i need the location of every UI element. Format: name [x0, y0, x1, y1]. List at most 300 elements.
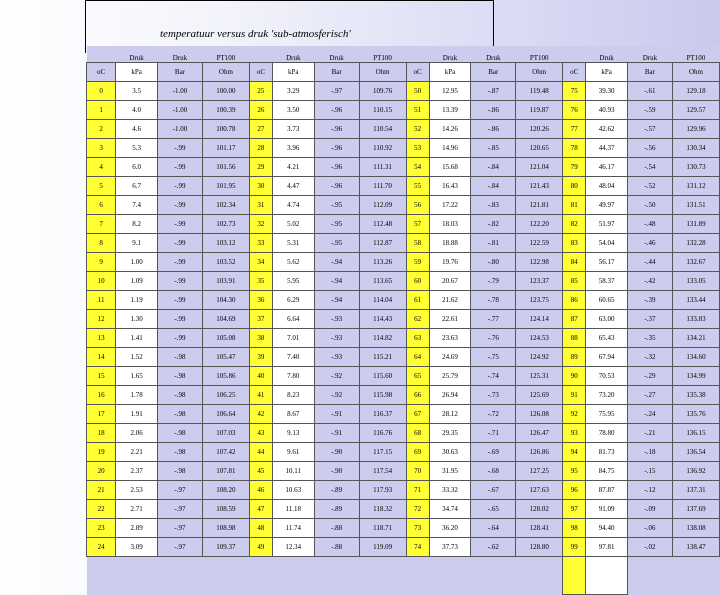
- ohm-cell: 126.08: [516, 405, 563, 424]
- ohm-cell: 102.73: [202, 215, 249, 234]
- bar-cell: -.59: [627, 101, 672, 120]
- table-body: [87, 82, 720, 557]
- header-top-row: [87, 46, 720, 63]
- temperature-cell: 69: [406, 443, 429, 462]
- temperature-cell: 16: [87, 386, 116, 405]
- temperature-cell: 37: [249, 310, 272, 329]
- bar-cell: -.18: [627, 443, 672, 462]
- ohm-cell: 117.54: [359, 462, 406, 481]
- bar-cell: -.91: [314, 405, 359, 424]
- header-blank: [87, 46, 116, 63]
- kpa-cell: 87.87: [586, 481, 628, 500]
- kpa-cell: 7.80: [272, 367, 314, 386]
- ohm-cell: 117.93: [359, 481, 406, 500]
- bar-cell: -.98: [158, 462, 203, 481]
- bar-cell: -.32: [627, 348, 672, 367]
- kpa-cell: 8.23: [272, 386, 314, 405]
- kpa-cell: 56.17: [586, 253, 628, 272]
- bar-cell: -1.00: [158, 82, 203, 101]
- temperature-cell: 29: [249, 158, 272, 177]
- kpa-cell: 42.62: [586, 120, 628, 139]
- temperature-cell: 90: [563, 367, 586, 386]
- temperature-cell: 98: [563, 519, 586, 538]
- header-unit-kpa: kPa: [272, 63, 314, 82]
- ohm-cell: 132.28: [672, 234, 719, 253]
- temperature-cell: 74: [406, 538, 429, 557]
- ohm-cell: 134.60: [672, 348, 719, 367]
- temperature-cell: 86: [563, 291, 586, 310]
- kpa-cell: 81.73: [586, 443, 628, 462]
- temperature-cell: 63: [406, 329, 429, 348]
- kpa-cell: 97.81: [586, 538, 628, 557]
- table-row: [87, 329, 720, 348]
- temperature-cell: 85: [563, 272, 586, 291]
- ohm-cell: 118.32: [359, 500, 406, 519]
- kpa-cell: 4.47: [272, 177, 314, 196]
- ohm-cell: 103.52: [202, 253, 249, 272]
- temperature-cell: 48: [249, 519, 272, 538]
- bar-cell: -.09: [627, 500, 672, 519]
- page-title: temperatuur versus druk 'sub-atmosferisch': [160, 28, 351, 40]
- bar-cell: -.75: [471, 348, 516, 367]
- kpa-cell: 6.0: [116, 158, 158, 177]
- bar-cell: -.96: [314, 120, 359, 139]
- bar-cell: -.97: [314, 82, 359, 101]
- kpa-cell: 60.65: [586, 291, 628, 310]
- bar-cell: -.54: [627, 158, 672, 177]
- header-druk-kpa: Druk: [429, 46, 471, 63]
- bar-cell: -.73: [471, 386, 516, 405]
- kpa-cell: 20.67: [429, 272, 471, 291]
- bar-cell: -.88: [314, 538, 359, 557]
- table-row: [87, 424, 720, 443]
- bar-cell: -.68: [471, 462, 516, 481]
- ohm-cell: 118.71: [359, 519, 406, 538]
- ohm-cell: 119.48: [516, 82, 563, 101]
- temperature-cell: 80: [563, 177, 586, 196]
- kpa-cell: 2.21: [116, 443, 158, 462]
- header-druk-kpa: Druk: [586, 46, 628, 63]
- bar-cell: -.99: [158, 310, 203, 329]
- temperature-cell: 36: [249, 291, 272, 310]
- table-row: [87, 120, 720, 139]
- table-row: [87, 82, 720, 101]
- header-druk-kpa: Druk: [272, 46, 314, 63]
- ohm-cell: 123.37: [516, 272, 563, 291]
- kpa-cell: 67.94: [586, 348, 628, 367]
- temperature-cell: 95: [563, 462, 586, 481]
- bar-cell: -.93: [314, 310, 359, 329]
- kpa-cell: 1.30: [116, 310, 158, 329]
- temperature-cell: 50: [406, 82, 429, 101]
- kpa-cell: 4.0: [116, 101, 158, 120]
- temperature-cell: 94: [563, 443, 586, 462]
- bar-cell: -.82: [471, 215, 516, 234]
- kpa-cell: 4.21: [272, 158, 314, 177]
- bar-cell: -.99: [158, 158, 203, 177]
- ohm-cell: 104.30: [202, 291, 249, 310]
- ohm-cell: 110.15: [359, 101, 406, 120]
- header-blank: [563, 46, 586, 63]
- kpa-cell: 10.63: [272, 481, 314, 500]
- ohm-cell: 121.81: [516, 196, 563, 215]
- ohm-cell: 124.14: [516, 310, 563, 329]
- kpa-cell: 3.09: [116, 538, 158, 557]
- bar-cell: -.74: [471, 367, 516, 386]
- temperature-cell: 79: [563, 158, 586, 177]
- table-row: [87, 139, 720, 158]
- kpa-cell: 1.19: [116, 291, 158, 310]
- table-row: [87, 253, 720, 272]
- header-druk-bar: Druk: [158, 46, 203, 63]
- ohm-cell: 108.98: [202, 519, 249, 538]
- header-unit-kpa: kPa: [116, 63, 158, 82]
- ohm-cell: 138.08: [672, 519, 719, 538]
- bar-cell: -.90: [314, 443, 359, 462]
- ohm-cell: 131.12: [672, 177, 719, 196]
- kpa-cell: 37.73: [429, 538, 471, 557]
- temperature-cell: 43: [249, 424, 272, 443]
- bar-cell: -.79: [471, 272, 516, 291]
- ohm-cell: 114.04: [359, 291, 406, 310]
- ohm-cell: 137.31: [672, 481, 719, 500]
- kpa-cell: 13.39: [429, 101, 471, 120]
- bar-cell: -.15: [627, 462, 672, 481]
- header-blank: [406, 46, 429, 63]
- bar-cell: -.99: [158, 234, 203, 253]
- bar-cell: -.89: [314, 500, 359, 519]
- temperature-cell: 8: [87, 234, 116, 253]
- kpa-cell: 14.26: [429, 120, 471, 139]
- ohm-cell: 100.00: [202, 82, 249, 101]
- bar-cell: -.95: [314, 234, 359, 253]
- kpa-cell: 9.61: [272, 443, 314, 462]
- table-row: [87, 481, 720, 500]
- table-row: [87, 177, 720, 196]
- kpa-cell: 58.37: [586, 272, 628, 291]
- ohm-cell: 137.69: [672, 500, 719, 519]
- bar-cell: -.94: [314, 291, 359, 310]
- ohm-cell: 128.80: [516, 538, 563, 557]
- temperature-pressure-table: [86, 46, 720, 551]
- ohm-cell: 115.98: [359, 386, 406, 405]
- table-row: [87, 519, 720, 538]
- temperature-cell: 38: [249, 329, 272, 348]
- bar-cell: -.96: [314, 158, 359, 177]
- ohm-cell: 119.09: [359, 538, 406, 557]
- ohm-cell: 112.87: [359, 234, 406, 253]
- bar-cell: -.24: [627, 405, 672, 424]
- bar-cell: -.92: [314, 367, 359, 386]
- kpa-cell: 15.68: [429, 158, 471, 177]
- bar-cell: -.87: [471, 82, 516, 101]
- ohm-cell: 129.57: [672, 101, 719, 120]
- temperature-cell: 55: [406, 177, 429, 196]
- bar-cell: -.62: [471, 538, 516, 557]
- bar-cell: -.81: [471, 234, 516, 253]
- bar-cell: -.98: [158, 386, 203, 405]
- table-row: [87, 158, 720, 177]
- ohm-cell: 126.47: [516, 424, 563, 443]
- ohm-cell: 117.15: [359, 443, 406, 462]
- temperature-cell: 20: [87, 462, 116, 481]
- bar-cell: -.90: [314, 462, 359, 481]
- bar-cell: -.84: [471, 158, 516, 177]
- ohm-cell: 116.76: [359, 424, 406, 443]
- ohm-cell: 119.87: [516, 101, 563, 120]
- temperature-cell: 52: [406, 120, 429, 139]
- ohm-cell: 130.73: [672, 158, 719, 177]
- bar-cell: -.97: [158, 481, 203, 500]
- ohm-cell: 102.34: [202, 196, 249, 215]
- table-row: [87, 348, 720, 367]
- bar-cell: -.94: [314, 272, 359, 291]
- table-row: [87, 310, 720, 329]
- temperature-cell: 73: [406, 519, 429, 538]
- bar-cell: -.98: [158, 348, 203, 367]
- ohm-cell: 104.69: [202, 310, 249, 329]
- temperature-cell: 71: [406, 481, 429, 500]
- temperature-cell: 77: [563, 120, 586, 139]
- bar-cell: -.65: [471, 500, 516, 519]
- bar-cell: -.56: [627, 139, 672, 158]
- bar-cell: -.72: [471, 405, 516, 424]
- table-row: [87, 386, 720, 405]
- ohm-cell: 108.20: [202, 481, 249, 500]
- temperature-cell: 22: [87, 500, 116, 519]
- bar-cell: -.99: [158, 196, 203, 215]
- bar-cell: -.86: [471, 120, 516, 139]
- kpa-cell: 4.6: [116, 120, 158, 139]
- bar-cell: -.39: [627, 291, 672, 310]
- bar-cell: -.91: [314, 424, 359, 443]
- header-unit-ohm: Ohm: [359, 63, 406, 82]
- header-unit-celsius: oC: [406, 63, 429, 82]
- ohm-cell: 136.54: [672, 443, 719, 462]
- ohm-cell: 127.63: [516, 481, 563, 500]
- kpa-cell: 7.4: [116, 196, 158, 215]
- kpa-cell: 1.78: [116, 386, 158, 405]
- kpa-cell: 39.30: [586, 82, 628, 101]
- ohm-cell: 135.76: [672, 405, 719, 424]
- temperature-cell: 27: [249, 120, 272, 139]
- temperature-cell: 39: [249, 348, 272, 367]
- kpa-cell: 5.02: [272, 215, 314, 234]
- ohm-cell: 122.59: [516, 234, 563, 253]
- ohm-cell: 133.05: [672, 272, 719, 291]
- bar-cell: -.35: [627, 329, 672, 348]
- table-row: [87, 462, 720, 481]
- temperature-cell: 53: [406, 139, 429, 158]
- kpa-cell: 18.03: [429, 215, 471, 234]
- ohm-cell: 112.09: [359, 196, 406, 215]
- temperature-cell: 96: [563, 481, 586, 500]
- kpa-cell: 7.40: [272, 348, 314, 367]
- table-row: [87, 443, 720, 462]
- temperature-cell: 25: [249, 82, 272, 101]
- bar-cell: -.99: [158, 253, 203, 272]
- kpa-cell: 1.41: [116, 329, 158, 348]
- table-row: [87, 405, 720, 424]
- kpa-cell: 3.73: [272, 120, 314, 139]
- table-tail-row: [87, 557, 720, 595]
- kpa-cell: 73.20: [586, 386, 628, 405]
- ohm-cell: 123.75: [516, 291, 563, 310]
- ohm-cell: 125.31: [516, 367, 563, 386]
- temperature-cell: 23: [87, 519, 116, 538]
- ohm-cell: 129.96: [672, 120, 719, 139]
- ohm-cell: 132.67: [672, 253, 719, 272]
- bar-cell: -.97: [158, 500, 203, 519]
- bar-cell: -.97: [158, 538, 203, 557]
- temperature-cell: 46: [249, 481, 272, 500]
- ohm-cell: 110.54: [359, 120, 406, 139]
- temperature-cell: 44: [249, 443, 272, 462]
- temperature-cell: 67: [406, 405, 429, 424]
- ohm-cell: 110.92: [359, 139, 406, 158]
- ohm-cell: 108.59: [202, 500, 249, 519]
- bar-cell: -.99: [158, 215, 203, 234]
- bar-cell: -.99: [158, 177, 203, 196]
- kpa-cell: 12.34: [272, 538, 314, 557]
- kpa-cell: 5.3: [116, 139, 158, 158]
- ohm-cell: 134.21: [672, 329, 719, 348]
- bar-cell: -.50: [627, 196, 672, 215]
- ohm-cell: 128.02: [516, 500, 563, 519]
- kpa-cell: 31.95: [429, 462, 471, 481]
- kpa-cell: 18.88: [429, 234, 471, 253]
- header-unit-bar: Bar: [158, 63, 203, 82]
- ohm-cell: 107.42: [202, 443, 249, 462]
- kpa-cell: 3.50: [272, 101, 314, 120]
- ohm-cell: 122.20: [516, 215, 563, 234]
- temperature-cell: 81: [563, 196, 586, 215]
- ohm-cell: 100.78: [202, 120, 249, 139]
- kpa-cell: 91.09: [586, 500, 628, 519]
- bar-cell: -1.00: [158, 120, 203, 139]
- header-unit-bar: Bar: [314, 63, 359, 82]
- header-unit-kpa: kPa: [586, 63, 628, 82]
- ohm-cell: 101.17: [202, 139, 249, 158]
- bar-cell: -.89: [314, 481, 359, 500]
- header-unit-bar: Bar: [627, 63, 672, 82]
- header-unit-celsius: oC: [87, 63, 116, 82]
- header-pt100: PT100: [202, 46, 249, 63]
- bar-cell: -.86: [471, 101, 516, 120]
- table-row: [87, 234, 720, 253]
- ohm-cell: 113.65: [359, 272, 406, 291]
- bar-cell: -.88: [314, 519, 359, 538]
- kpa-cell: 2.89: [116, 519, 158, 538]
- temperature-cell: 49: [249, 538, 272, 557]
- temperature-cell: 88: [563, 329, 586, 348]
- bar-cell: -.21: [627, 424, 672, 443]
- kpa-cell: 21.62: [429, 291, 471, 310]
- kpa-cell: 51.97: [586, 215, 628, 234]
- kpa-cell: 36.20: [429, 519, 471, 538]
- temperature-cell: 91: [563, 386, 586, 405]
- bar-cell: -.44: [627, 253, 672, 272]
- header-druk-bar: Druk: [627, 46, 672, 63]
- temperature-cell: 99: [563, 538, 586, 557]
- kpa-cell: 44.37: [586, 139, 628, 158]
- temperature-cell: 10: [87, 272, 116, 291]
- ohm-cell: 116.37: [359, 405, 406, 424]
- ohm-cell: 106.25: [202, 386, 249, 405]
- ohm-cell: 115.60: [359, 367, 406, 386]
- kpa-cell: 3.5: [116, 82, 158, 101]
- temperature-cell: 5: [87, 177, 116, 196]
- bar-cell: -.99: [158, 139, 203, 158]
- kpa-cell: 11.18: [272, 500, 314, 519]
- temperature-cell: 87: [563, 310, 586, 329]
- ohm-cell: 131.89: [672, 215, 719, 234]
- kpa-cell: 11.74: [272, 519, 314, 538]
- ohm-cell: 130.34: [672, 139, 719, 158]
- bar-cell: -1.00: [158, 101, 203, 120]
- bar-cell: -.27: [627, 386, 672, 405]
- temperature-cell: 1: [87, 101, 116, 120]
- header-unit-ohm: Ohm: [202, 63, 249, 82]
- temperature-cell: 24: [87, 538, 116, 557]
- kpa-cell: 1.09: [116, 272, 158, 291]
- temperature-cell: 75: [563, 82, 586, 101]
- kpa-cell: 26.94: [429, 386, 471, 405]
- bar-cell: -.94: [314, 253, 359, 272]
- ohm-cell: 112.48: [359, 215, 406, 234]
- kpa-cell: 30.63: [429, 443, 471, 462]
- bar-cell: -.98: [158, 424, 203, 443]
- ohm-cell: 101.95: [202, 177, 249, 196]
- kpa-cell: 19.76: [429, 253, 471, 272]
- temperature-cell: 35: [249, 272, 272, 291]
- ohm-cell: 127.25: [516, 462, 563, 481]
- ohm-cell: 114.43: [359, 310, 406, 329]
- ohm-cell: 133.83: [672, 310, 719, 329]
- header-unit-celsius: oC: [249, 63, 272, 82]
- bar-cell: -.37: [627, 310, 672, 329]
- kpa-cell: 63.00: [586, 310, 628, 329]
- temperature-cell: 26: [249, 101, 272, 120]
- kpa-cell: 9.13: [272, 424, 314, 443]
- ohm-cell: 109.37: [202, 538, 249, 557]
- bar-cell: -.52: [627, 177, 672, 196]
- bar-cell: -.95: [314, 196, 359, 215]
- kpa-cell: 8.2: [116, 215, 158, 234]
- temperature-cell: 51: [406, 101, 429, 120]
- bar-cell: -.99: [158, 272, 203, 291]
- kpa-cell: 10.11: [272, 462, 314, 481]
- table-row: [87, 291, 720, 310]
- bar-cell: -.64: [471, 519, 516, 538]
- bar-cell: -.71: [471, 424, 516, 443]
- bar-cell: -.99: [158, 329, 203, 348]
- temperature-cell: 18: [87, 424, 116, 443]
- kpa-cell: 75.95: [586, 405, 628, 424]
- temperature-cell: 33: [249, 234, 272, 253]
- ohm-cell: 115.21: [359, 348, 406, 367]
- ohm-cell: 103.12: [202, 234, 249, 253]
- temperature-cell: 62: [406, 310, 429, 329]
- kpa-cell: 24.69: [429, 348, 471, 367]
- header-units-row: [87, 63, 720, 82]
- temperature-cell: 32: [249, 215, 272, 234]
- ohm-cell: 107.03: [202, 424, 249, 443]
- ohm-cell: 103.91: [202, 272, 249, 291]
- header-pt100: PT100: [516, 46, 563, 63]
- bar-cell: -.29: [627, 367, 672, 386]
- kpa-cell: 46.17: [586, 158, 628, 177]
